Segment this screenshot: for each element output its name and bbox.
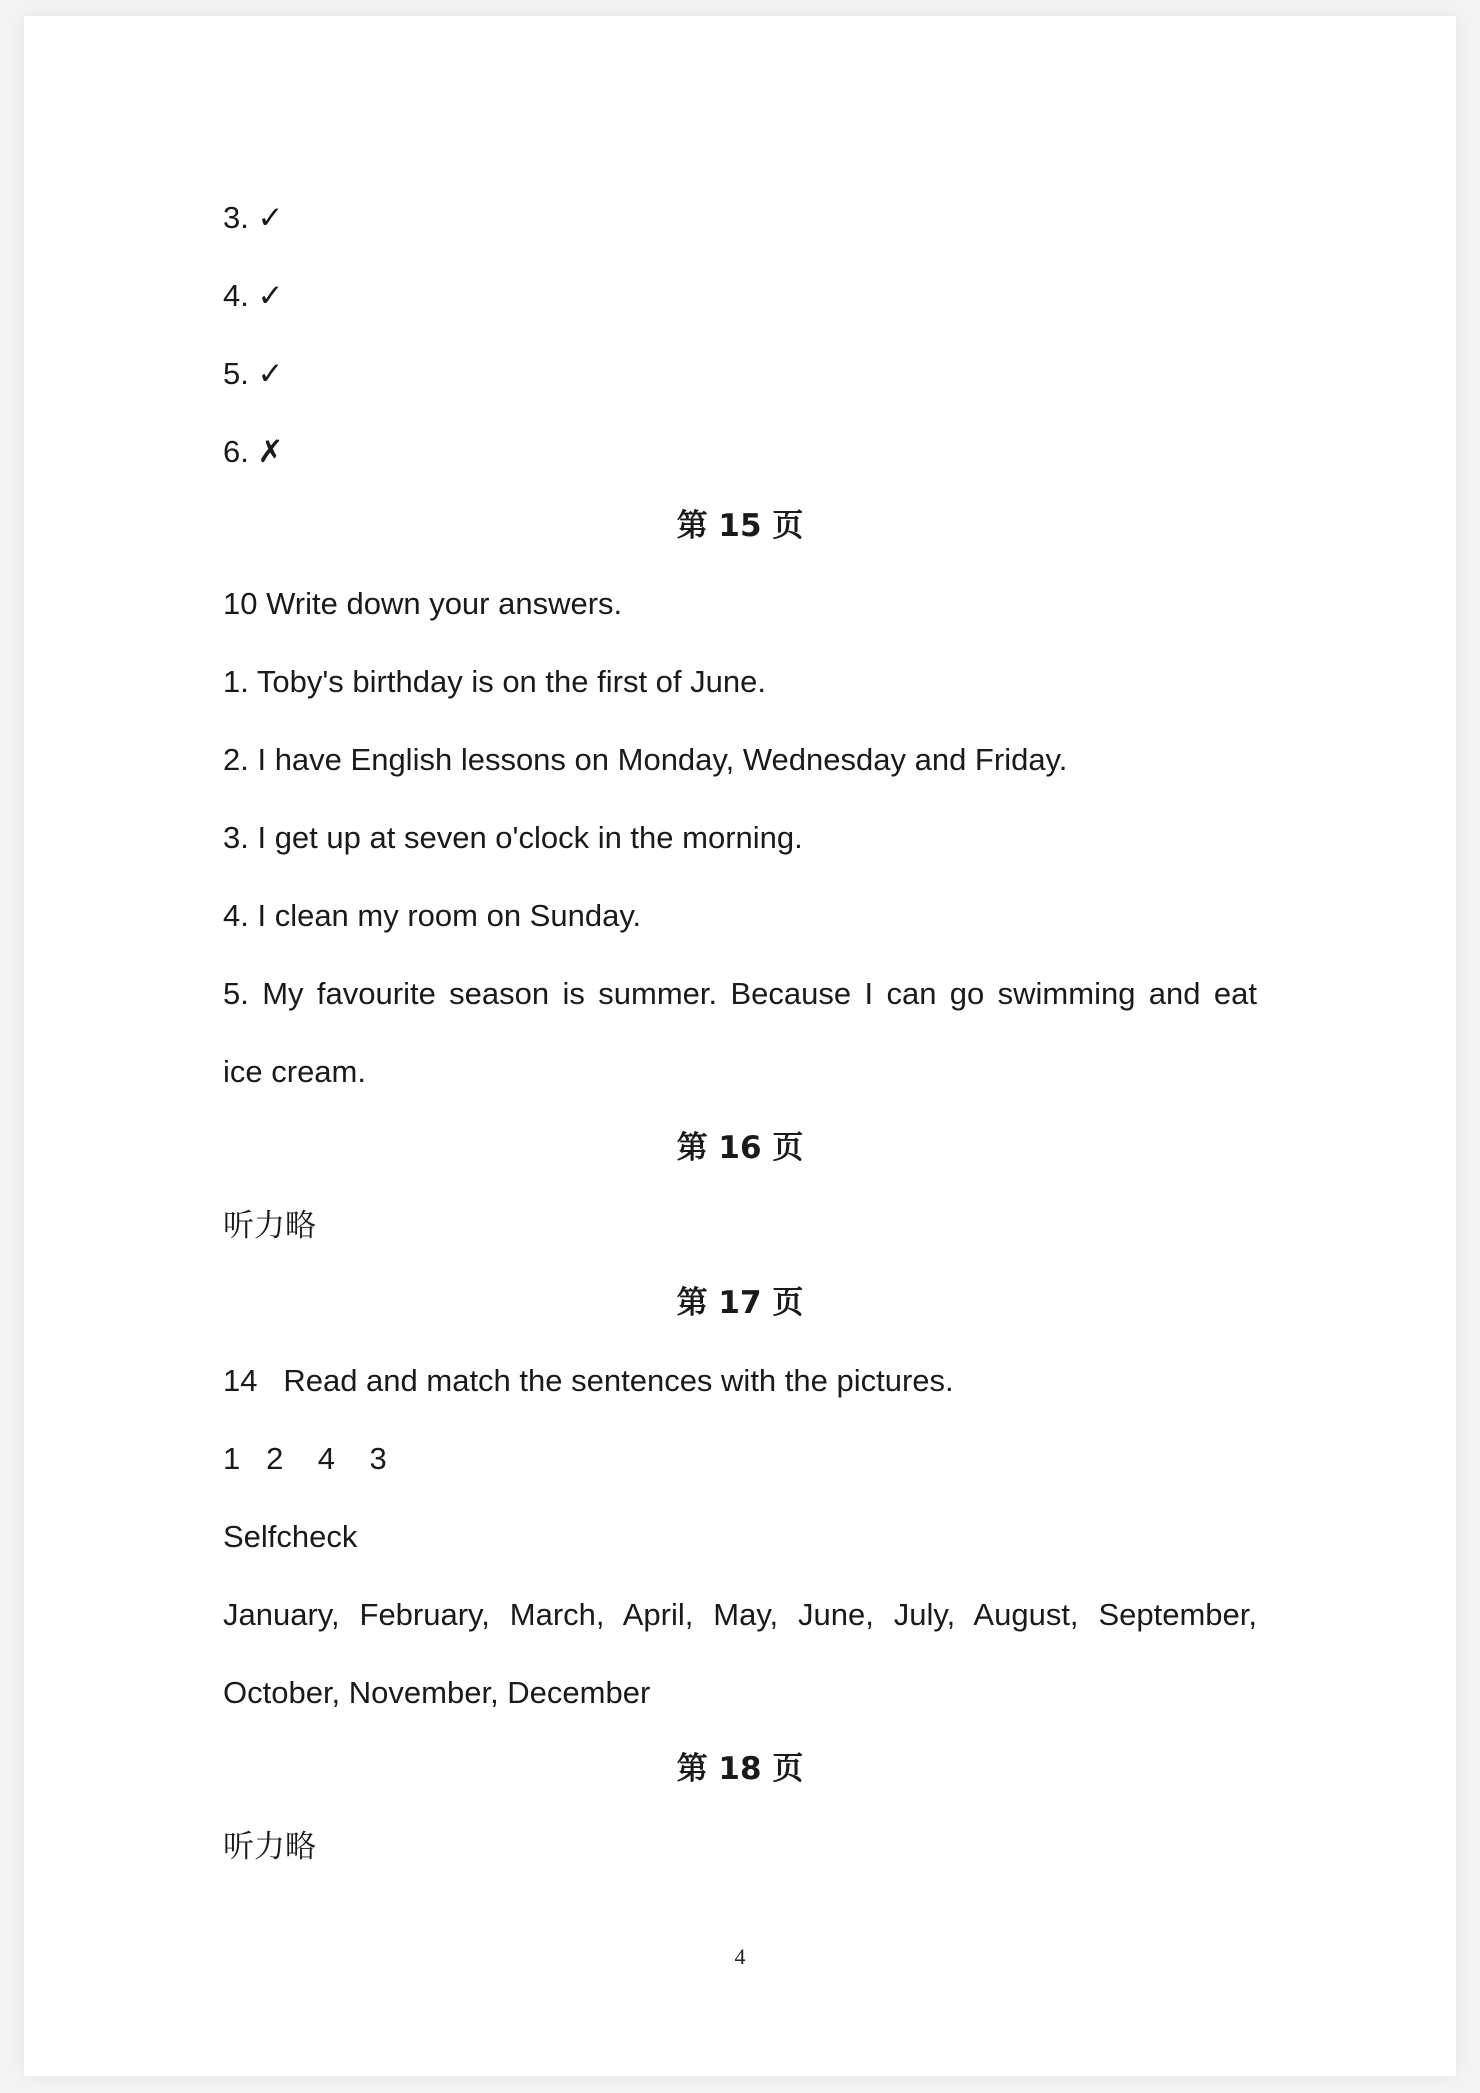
match-answer: 1 2 4 3 xyxy=(223,1441,387,1476)
months-line-1: January, February, March, April, May, June, July, August, September, xyxy=(223,1597,1257,1632)
page-17-heading: 第 17 页 xyxy=(676,1285,804,1321)
answer-item-4: 4. ✓ xyxy=(223,278,284,313)
answer-line-3: 3. I get up at seven o'clock in the morning. xyxy=(223,820,803,855)
answer-item-3: 3. ✓ xyxy=(223,200,284,235)
page-16-note: 听力略 xyxy=(223,1208,316,1244)
page-18-note: 听力略 xyxy=(223,1829,316,1865)
page-15-heading: 第 15 页 xyxy=(676,508,804,544)
answer-item-6: 6. ✗ xyxy=(223,434,284,469)
months-line-2: October, November, December xyxy=(223,1675,651,1710)
answer-line-4: 4. I clean my room on Sunday. xyxy=(223,898,642,933)
selfcheck-title: Selfcheck xyxy=(223,1519,358,1554)
answer-item-5: 5. ✓ xyxy=(223,356,284,391)
section-14-title: 14 Read and match the sentences with the pictures. xyxy=(223,1363,954,1398)
answer-line-5: 5. My favourite season is summer. Because I can go swimming and eat xyxy=(223,976,1257,1011)
page-number: 4 xyxy=(734,1944,746,1969)
answer-line-2: 2. I have English lessons on Monday, Wednesday and Friday. xyxy=(223,742,1068,777)
answer-line-1: 1. Toby's birthday is on the first of June. xyxy=(223,664,766,699)
section-10-title: 10 Write down your answers. xyxy=(223,586,623,621)
page-16-heading: 第 16 页 xyxy=(676,1130,804,1166)
answer-line-5-continued: ice cream. xyxy=(223,1054,366,1089)
page-18-heading: 第 18 页 xyxy=(676,1751,804,1787)
